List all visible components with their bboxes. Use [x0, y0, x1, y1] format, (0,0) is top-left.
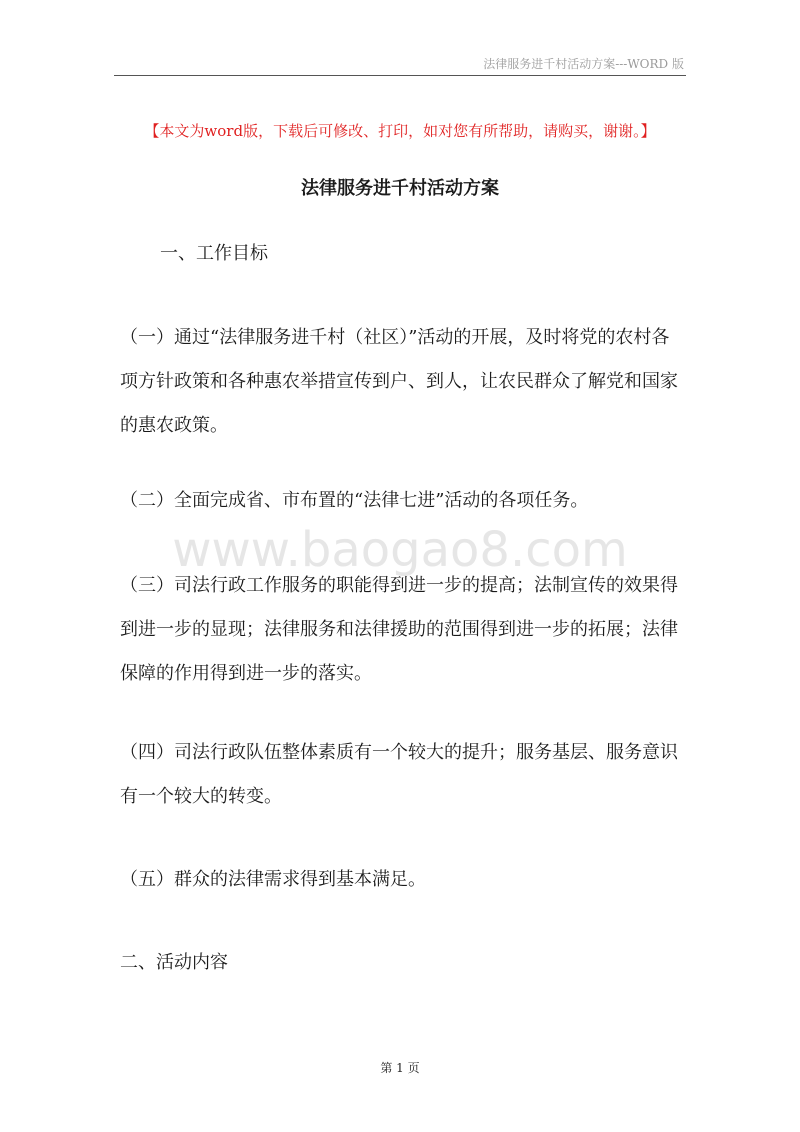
paragraph-goal-4: （四）司法行政队伍整体素质有一个较大的提升；服务基层、服务意识有一个较大的转变。	[120, 742, 678, 807]
document-title: 法律服务进千村活动方案	[301, 178, 499, 199]
section-heading-goals: 一、工作目标	[160, 243, 268, 264]
paragraph-goal-1: （一）通过“法律服务进千村（社区）”活动的开展，及时将党的农村各项方针政策和各种惠农举措宣传到户、到人，让农民群众了解党和国家的惠农政策。	[120, 327, 678, 436]
page-number: 第 1 页	[380, 1061, 420, 1075]
watermark: www.baogao8.com	[172, 522, 628, 578]
section-heading-activities: 二、活动内容	[120, 952, 228, 973]
header-divider	[114, 75, 686, 76]
purchase-notice: 【本文为word版，下载后可修改、打印，如对您有所帮助，请购买，谢谢。】	[144, 122, 656, 140]
paragraph-goal-5: （五）群众的法律需求得到基本满足。	[120, 869, 426, 890]
paragraph-goal-2: （二）全面完成省、市布置的“法律七进”活动的各项任务。	[120, 490, 589, 511]
paragraph-goal-3: （三）司法行政工作服务的职能得到进一步的提高；法制宣传的效果得到进一步的显现；法律服务和法律援助的范围得到进一步的拓展；法律保障的作用得到进一步的落实。	[120, 575, 678, 684]
running-header: 法律服务进千村活动方案---WORD 版	[483, 57, 684, 71]
